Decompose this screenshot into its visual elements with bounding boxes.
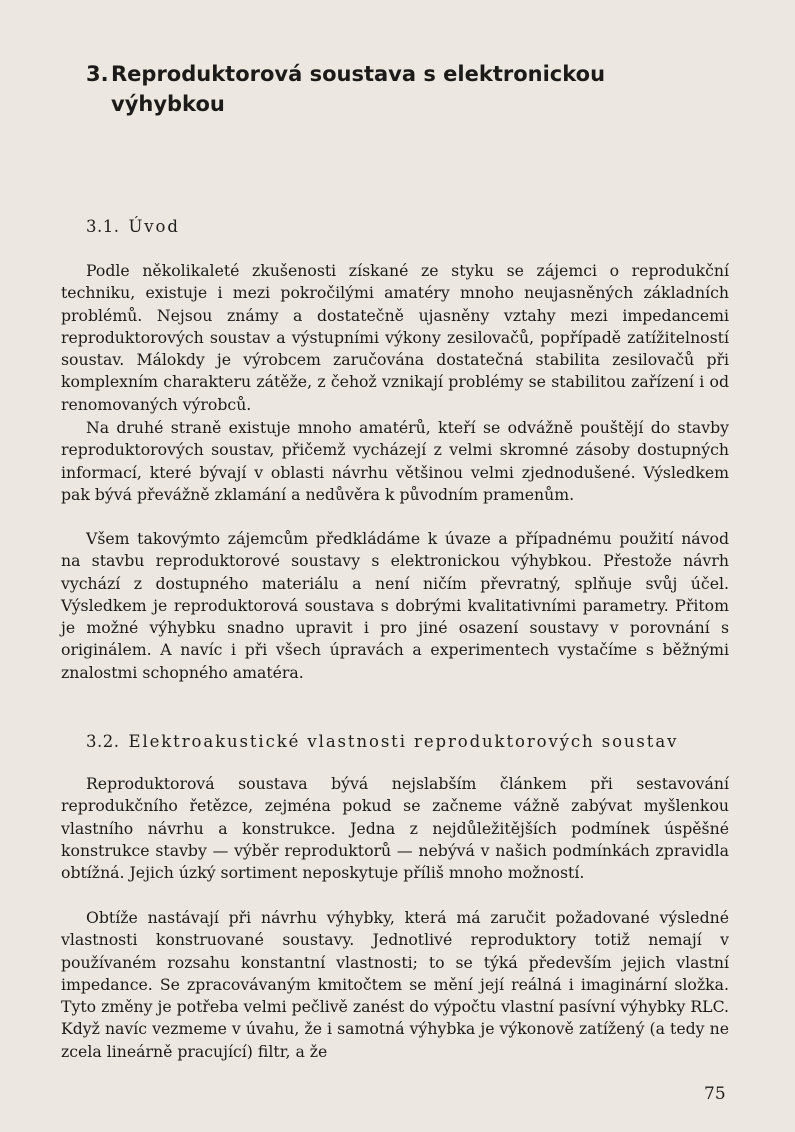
section-heading-uvod <box>86 216 180 238</box>
body-paragraph: Reproduktorová soustava bývá nejslabším článkem při sestavování reprodukčního řetězce, zejména pokud se začneme vážně zabývat myšlenkou vlastního návrhu a konstrukce. Jedna z nejdůležitějších podmínek úspěšné konstrukce stavby — výběr reproduktorů — nebývá v našich podmínkách zpravidla obtížná. Jejich úzký sortiment neposkytuje příliš mnoho možností. <box>61 774 729 883</box>
section-title: Úvod <box>128 217 180 236</box>
body-paragraph: Obtíže nastávají při návrhu výhybky, která má zaručit požadované výsledné vlastnosti konstruované soustavy. Jednotlivé reproduktory totiž nemají v používaném rozsahu konstantní vlastnosti; to se týká především jejich vlastní impedance. Se zpracovávaným kmitočtem se mění její reálná i imaginární složka. Tyto změny je potřeba velmi pečlivě zanést do výpočtu vlastní pasívní výhybky RLC. Když navíc vezmeme v úvahu, že i samotná výhybka je výkonově zatížený (a tedy ne zcela lineárně pracující) filtr, a že <box>61 908 729 1061</box>
section-number: 3.1. <box>86 217 120 236</box>
page-number: 75 <box>704 1084 726 1104</box>
chapter-title <box>86 59 726 119</box>
section-heading-elektroakustika <box>86 731 678 753</box>
body-paragraph: Všem takovýmto zájemcům předkládáme k úvaze a případnému použití návod na stavbu reproduktorové soustavy s elektronickou výhybkou. Přestože návrh vychází z dostupného materiálu a není ničím převratný, splňuje svůj účel. Výsledkem je reproduktorová soustava s dobrými kvalitativními parametry. Přitom je možné výhybku snadno upravit i pro jiné osazení soustavy v porovnání s originálem. A navíc i při všech úpravách a experimentech vystačíme s běžnými znalostmi schopného amatéra. <box>61 529 729 682</box>
body-paragraph: Na druhé straně existuje mnoho amatérů, kteří se odvážně pouštějí do stavby reproduktorových soustav, přičemž vycházejí z velmi skromné zásoby dostupných informací, které bývají v oblasti návrhu většinou velmi zjednodušené. Výsledkem pak bývá převážně zklamání a nedůvěra k původním pramenům. <box>61 418 729 504</box>
chapter-title-line1: Reproduktorová soustava s elektronickou <box>111 62 606 86</box>
section-title: Elektroakustické vlastnosti reproduktorových soustav <box>128 732 679 751</box>
chapter-title-line2: výhybkou <box>111 92 225 116</box>
section-number: 3.2. <box>86 732 120 751</box>
chapter-number: 3. <box>86 62 109 86</box>
body-paragraph: Podle několikaleté zkušenosti získané ze styku se zájemci o reprodukční techniku, existuje i mezi pokročilými amatéry mnoho neujasněných základních problémů. Nejsou známy a dostatečně ujasněny vztahy mezi impedancemi reproduktorových soustav a výstupními výkony zesilovačů, popřípadě zatížitelností soustav. Málokdy je výrobcem zaručována dostatečná stabilita zesilovačů při komplexním charakteru zátěže, z čehož vznikají problémy se stabilitou zařízení i od renomovaných výrobců. <box>61 261 729 414</box>
